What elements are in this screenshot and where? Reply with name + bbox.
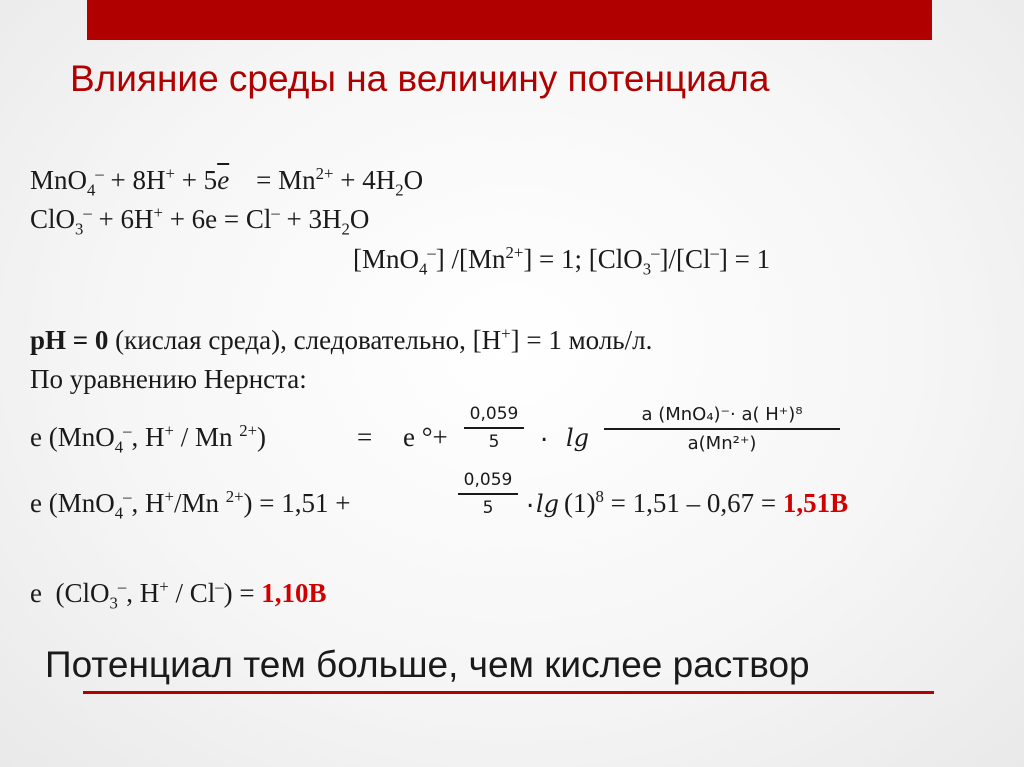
ph-statement: pH = 0 (кислая среда), следовательно, [H+] = 1 моль/л.: [30, 324, 653, 355]
nernst-activity-fraction: a (MnO₄)⁻· a( H⁺)⁸ a(Mn²⁺): [604, 404, 840, 454]
nernst-e0: e °+: [403, 422, 448, 452]
nernst-label: По уравнению Нернста:: [30, 364, 307, 394]
concentration-ratios: [MnO$_4$–] $/[Mn^{2+}] = 1$; [ClO$_3$–]/[Cl–] = 1: [353, 243, 771, 279]
calc-dot: .: [526, 484, 535, 514]
calc-lg: lg: [536, 490, 560, 518]
clo3-result-value: 1,10В: [261, 578, 327, 608]
nernst-dot: .: [540, 418, 549, 448]
nernst-lhs: e (MnO$_4$–, H+ / Mn $^{2+}$): [30, 421, 267, 457]
nernst-coefficient-fraction: 0,059 5: [464, 404, 524, 452]
calc-result-line: $(1)^8 = 1,51 - 0,67 = 1,51В$: [564, 487, 849, 518]
top-accent-bar: [87, 0, 932, 40]
slide-title: Влияние среды на величину потенциала: [70, 58, 770, 99]
calc-result-value: 1,51В: [782, 488, 849, 518]
nernst-calculation-lhs: e (MnO$_4$–, H+/Mn $^{2+}$) = 1,51 +: [30, 487, 351, 523]
clo3-potential: e (ClO$_3$–, H+ / Cl–) = 1,10В: [30, 577, 327, 613]
calc-coefficient-fraction: 0,059 5: [458, 470, 518, 518]
conclusion-underline: [83, 691, 934, 694]
equation-mno4: $MnO_4^- + 8H^+ + 5\overline{e}$ = $Mn^{2+} + 4H_2O$: [30, 164, 424, 200]
conclusion-text: Потенциал тем больше, чем кислее раствор: [45, 644, 810, 685]
nernst-equals: =: [357, 422, 373, 452]
equation-clo3: $ClO_3^- + 6H^+ + 6e = Cl^- + 3H_2O$: [30, 203, 370, 239]
nernst-lg: lg: [566, 424, 590, 452]
